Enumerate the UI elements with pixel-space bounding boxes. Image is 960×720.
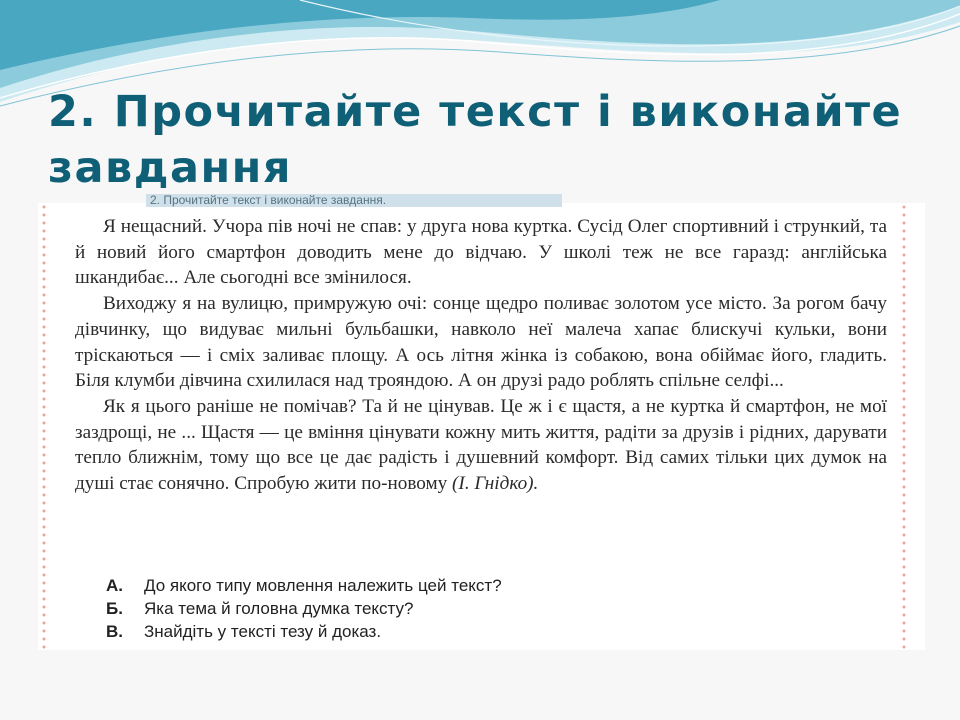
attribution: (І. Гнідко). <box>452 473 539 495</box>
task-text: Знайдіть у тексті тезу й доказ. <box>144 622 382 641</box>
paragraph-2: Виходжу я на вулицю, примружую очі: сонце щедро поливає золотом усе місто. За рогом бачу дівчинку, що видуває мильні бульбашки, навколо неї малеча хапає блискучі кульки, вони тріскаються — і сміх заливає площу. А ось літня жінка із собакою, вона обіймає його, гладить. Біля клумби дівчина схилилася над трояндою. А он друзі радо роблять спільне селфі... <box>75 293 887 392</box>
task-list <box>106 574 502 643</box>
task-item <box>106 574 502 597</box>
task-item <box>106 620 502 643</box>
task-letter: Б. <box>106 599 123 618</box>
right-dotted-border <box>901 203 907 650</box>
story-text <box>75 214 887 497</box>
paragraph-3-text: Як я цього раніше не помічав? Та й не цінував. Це ж і є щастя, а не куртка й смартфон, не мої заздрощі, не ... Щастя — це вміння цінувати кожну мить життя, радіти за друзів і рідних, дарувати тепло ближнім, тому що все це дає радість і душевний комфорт. Від самих тільки цих думок на душі стає сонячно. Спробую жити по-новому <box>75 395 887 495</box>
paragraph-1: Я нещасний. Учора пів ночі не спав: у друга нова куртка. Сусід Олег спортивний і стрункий, та й новий його смартфон доводить мене до відчаю. У школі теж не все гаразд: англійська шкандибає... Але сьогодні все змінилося. <box>75 216 887 289</box>
task-letter: А. <box>106 576 123 595</box>
task-text: До якого типу мовлення належить цей текст? <box>144 576 502 595</box>
task-item <box>106 597 502 620</box>
paragraph-3 <box>75 394 887 497</box>
left-dotted-border <box>41 203 47 650</box>
textbook-page <box>38 193 925 650</box>
slide-title: 2. Прочитайте текст і виконайте завдання <box>48 87 903 193</box>
task-text: Яка тема й головна думка тексту? <box>144 599 414 618</box>
task-letter: В. <box>106 622 123 641</box>
textbook-exercise-header: 2. Прочитайте текст і виконайте завдання. <box>146 194 562 207</box>
